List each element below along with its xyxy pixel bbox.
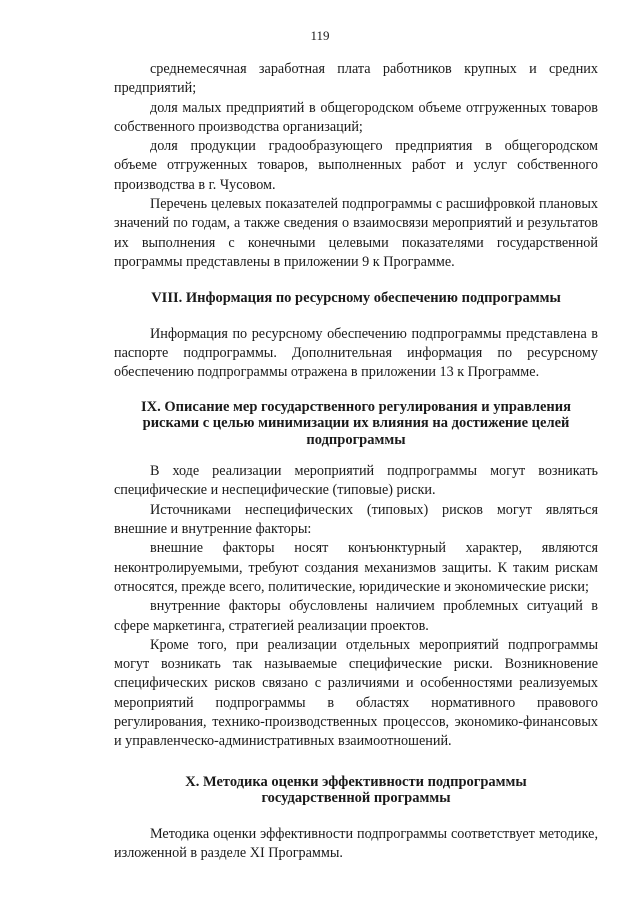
section-10-body: [114, 825, 598, 864]
section-8-title: VIII. Информация по ресурсному обеспечению подпрограммы: [151, 290, 561, 307]
paragraph: Информация по ресурсному обеспечению подпрограммы представлена в паспорте подпрограммы. Дополнительная информация по ресурсному обеспечению подпрограммы отражена в приложении 13 к Программе.: [114, 325, 598, 381]
paragraph: Перечень целевых показателей подпрограммы с расшифровкой плановых значений по годам, а также сведения о взаимосвязи мероприятий и результатов их выполнения с конечными целевыми показателями государственной программы представлены в приложении 9 к Программе.: [114, 196, 598, 270]
page-number: 119: [310, 28, 330, 43]
paragraph: доля продукции градообразующего предприятия в общегородском объеме отгруженных товаров, выполненных работ и услуг собственного производства в г. Чусовом.: [114, 138, 598, 193]
section-8-body: [114, 325, 598, 383]
paragraph: доля малых предприятий в общегородском объеме отгруженных товаров собственного производства организаций;: [114, 99, 598, 135]
section-10-title-line1: X. Методика оценки эффективности подпрограммы: [185, 773, 527, 790]
section-9-body: [114, 462, 598, 751]
section-10-title: [114, 774, 598, 807]
paragraph: Источниками неспецифических (типовых) рисков могут являться внешние и внутренние факторы:: [114, 501, 598, 538]
paragraph: Методика оценки эффективности подпрограммы соответствует методике, изложенной в разделе XI Программы.: [114, 825, 598, 861]
paragraph: Кроме того, при реализации отдельных мероприятий подпрограммы могут возникать так называемые специфические риски. Возникновение специфических рисков связано с различиями и особенностями реализуемых мероприятий подпрограммы в областях нормативного правового регулирования, технико-производственных процессов, экономико-финансовых и управленческо-административных взаимоотношений.: [114, 636, 598, 750]
intro-block: [114, 60, 598, 272]
paragraph: среднемесячная заработная плата работников крупных и средних предприятий;: [114, 61, 598, 97]
section-9-title: IX. Описание мер государственного регулирования и управления рисками с целью минимизации их влияния на достижение целей подпрограммы: [141, 398, 571, 448]
section-10-title-line2: государственной программы: [261, 790, 451, 807]
paragraph: В ходе реализации мероприятий подпрограммы могут возникать специфические и неспецифические (типовые) риски.: [114, 463, 598, 499]
paragraph: внешние факторы носят конъюнктурный характер, являются неконтролируемыми, требуют создания механизмов защиты. К таким рискам относятся, прежде всего, политические, юридические и экономические риски;: [114, 540, 598, 595]
paragraph: внутренние факторы обусловлены наличием проблемных ситуаций в сфере маркетинга, стратегией реализации проектов.: [114, 598, 598, 634]
page-content: [114, 60, 598, 863]
